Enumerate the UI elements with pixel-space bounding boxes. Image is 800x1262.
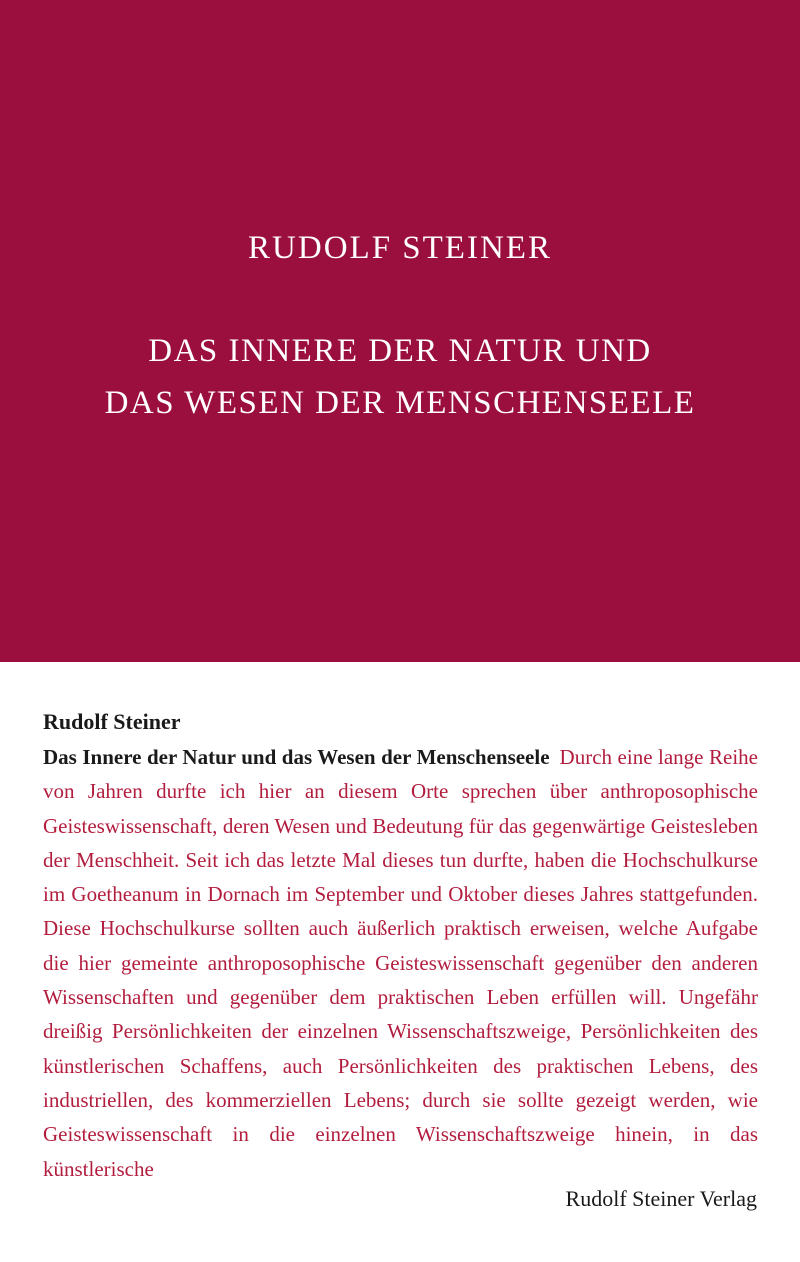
back-title: Das Innere der Natur und das Wesen der Menschenseele [43, 745, 550, 769]
excerpt-body: Durch eine lange Reihe von Jahren durfte ich hier an diesem Orte sprechen über anthroposophische Geisteswissenschaft, deren Wesen und Bedeutung für das gegenwärtige Geistesleben der Menschheit. Seit ich das letzte Mal dieses tun durfte, haben die Hochschulkurse im Goetheanum in Dornach im September und Oktober dieses Jahres stattgefunden. Diese Hochschulkurse sollten auch äußerlich praktisch erweisen, welche Aufgabe die hier gemeinte anthroposophische Geisteswissenschaft gegenüber den anderen Wissenschaften und gegenüber dem praktischen Leben erfüllen will. Ungefähr dreißig Persönlichkeiten der einzelnen Wissenschaftszweige, Persönlichkeiten des künstlerischen Schaffens, auch Persönlichkeiten des praktischen Lebens, des industriellen, des kommerziellen Lebens; durch sie sollte gezeigt werden, wie Geisteswissenschaft in die einzelnen Wissenschaftszweige hinein, in das künstlerische [43, 745, 759, 1181]
cover-author: RUDOLF STEINER [248, 230, 552, 266]
cover-title-line-1: DAS INNERE DER NATUR UND [148, 333, 652, 369]
publisher-name: Rudolf Steiner Verlag [554, 1183, 757, 1215]
cover-title-line-2: DAS WESEN DER MENSCHENSEELE [104, 385, 696, 421]
excerpt-text [43, 740, 758, 1186]
cover-title [0, 325, 800, 429]
back-author: Rudolf Steiner [43, 709, 181, 734]
